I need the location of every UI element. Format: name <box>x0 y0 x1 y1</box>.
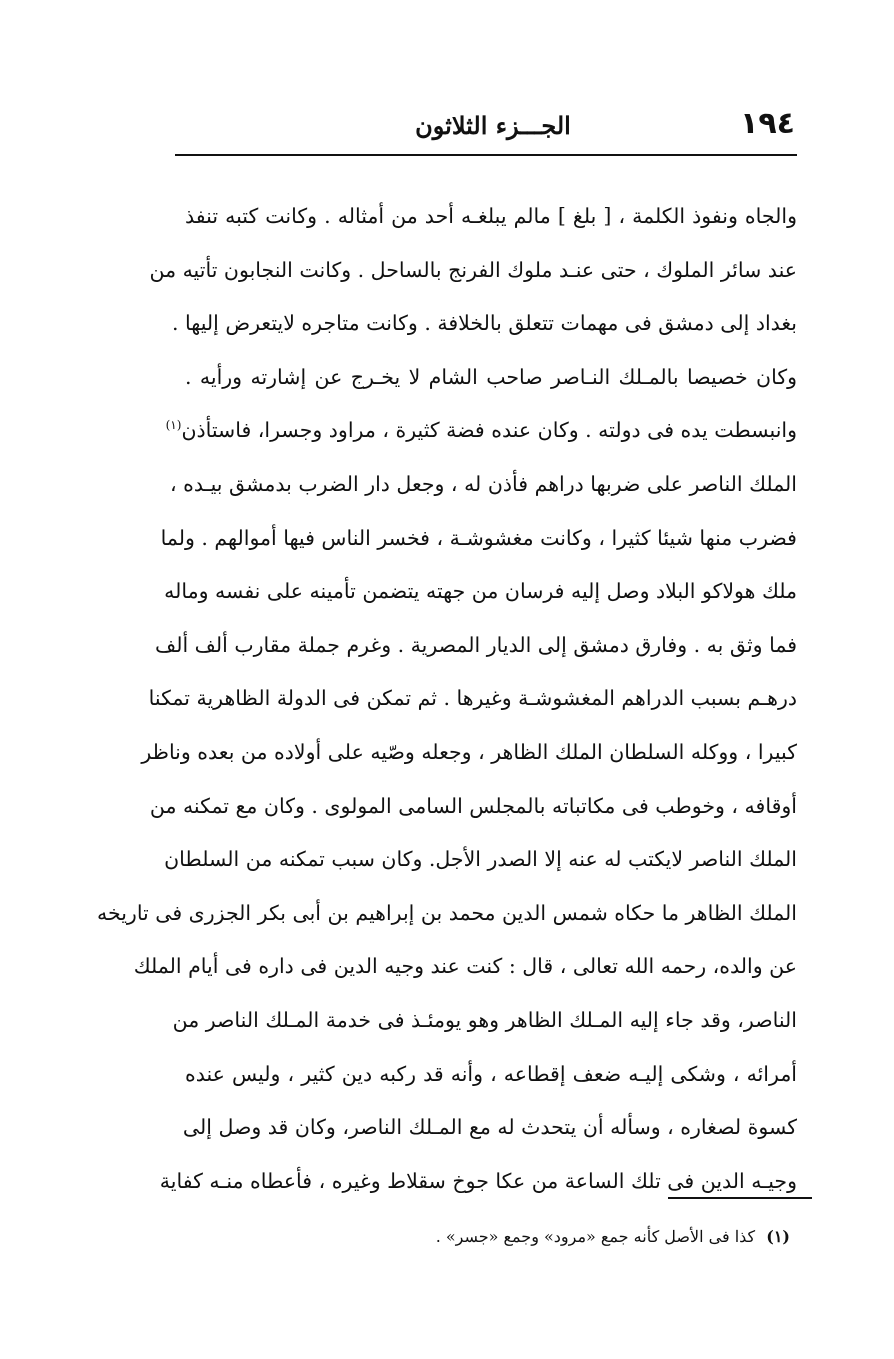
text-line: الناصر، وقد جاء إليه المـلك الظاهر وهو يومئـذ فى خدمة المـلك الناصر من <box>172 1007 797 1032</box>
body-text <box>96 190 797 1208</box>
text-line: كسوة لصغاره ، وسأله أن يتحدث له مع المـلك الناصر، وكان قد وصل إلى <box>182 1115 797 1140</box>
text-line: والجاه ونفوذ الكلمة ، [ بلغ ] مالم يبلغـه أحد من أمثاله . وكانت كتبه تنفذ <box>185 204 797 228</box>
text-line: فضرب منها شيئا كثيرا ، وكانت مغشوشـة ، فخسر الناس فيها أموالهم . ولما <box>160 525 797 550</box>
text-line: أمرائه ، وشكى إليـه ضعف إقطاعه ، وأنه قد ركبه دين كثير ، وليس عنده <box>185 1061 797 1086</box>
text-line: الملك الظاهر ما حكاه شمس الدين محمد بن إبراهيم بن أبى بكر الجزرى فى تاريخه <box>96 900 797 925</box>
header-rule <box>175 154 797 156</box>
text-line: عن والده، رحمه الله تعالى ، قال : كنت عند وجيه الدين فى داره فى أيام الملك <box>133 954 797 979</box>
line-text: وانبسطت يده فى دولته . وكان عنده فضة كثيرة ، مراود وجسرا، فاستأذن <box>181 418 797 443</box>
footnote-reference[interactable]: (١) <box>165 418 182 433</box>
page-header <box>175 100 795 150</box>
text-line: درهـم بسبب الدراهم المغشوشـة وغيرها . ثم تمكن فى الدولة الظاهرية تمكنا <box>148 686 797 711</box>
text-line: كبيرا ، ووكله السلطان الملك الظاهر ، وجعله وصّيه على أولاده من بعده وناظر <box>141 739 797 764</box>
text-line: فما وثق به . وفارق دمشق إلى الديار المصرية . وغرم جملة مقارب ألف ألف <box>154 632 797 657</box>
text-line: ملك هولاكو البلاد وصل إليه فرسان من جهته يتضمن تأمينه على نفسه وماله <box>164 579 797 604</box>
text-line: أوقافه ، وخوطب فى مكاتباته بالمجلس السامى المولوى . وكان مع تمكنه من <box>149 793 797 818</box>
text-line: الملك الناصر على ضربها دراهم فأذن له ، وجعل دار الضرب بدمشق بيـده ، <box>169 471 797 496</box>
footnote <box>330 1222 790 1252</box>
footnote-marker: (١) <box>766 1227 790 1246</box>
page-number: ١٩٤ <box>740 106 795 141</box>
footnote-text: كذا فى الأصل كأنه جمع «مرود» وجمع «جسر» . <box>435 1227 756 1246</box>
text-line: بغداد إلى دمشق فى مهمات تتعلق بالخلافة . وكانت متاجره لايتعرض إليها . <box>171 311 797 336</box>
running-title: الجـــزء الثلاثون <box>415 111 571 140</box>
text-line: عند سائر الملوك ، حتى عنـد ملوك الفرنج بالساحل . وكانت النجابون تأتيه من <box>149 257 797 282</box>
footnote-rule <box>668 1197 812 1199</box>
text-line-with-footnote <box>165 404 797 458</box>
text-line: وكان خصيصا بالمـلك النـاصر صاحب الشام لا يخـرج عن إشارته ورأيه . <box>185 364 797 389</box>
text-line: وجيـه الدين فى تلك الساعة من عكا جوخ سقلاط وغيره ، فأعطاه منـه كفاية <box>159 1168 797 1193</box>
text-line: الملك الناصر لايكتب له عنه إلا الصدر الأجل. وكان سبب تمكنه من السلطان <box>164 847 797 872</box>
